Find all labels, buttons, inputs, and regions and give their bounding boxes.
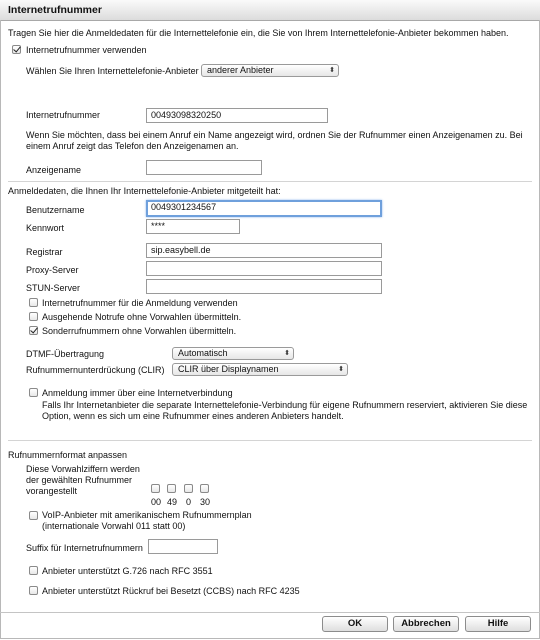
cancel-button[interactable]: Abbrechen <box>393 616 459 632</box>
select-arrows-icon: ⬍ <box>329 67 335 74</box>
display-name-label: Anzeigename <box>26 165 82 175</box>
prefix-label-line3: vorangestellt <box>26 486 78 496</box>
prefix-digit-49-label: 49 <box>167 497 178 507</box>
ok-button[interactable]: OK <box>322 616 388 632</box>
stun-input[interactable] <box>146 279 382 294</box>
use-for-login-checkbox[interactable] <box>29 298 38 307</box>
display-name-input[interactable] <box>146 160 262 175</box>
g726-label: Anbieter unterstützt G.726 nach RFC 3551 <box>42 566 213 576</box>
voip-us-checkbox[interactable] <box>29 511 38 520</box>
voip-us-sublabel: (internationale Vorwahl 011 statt 00) <box>42 521 186 531</box>
prefix-label-line1: Diese Vorwahlziffern werden <box>26 464 140 474</box>
proxy-input[interactable] <box>146 261 382 276</box>
stun-label: STUN-Server <box>26 283 81 293</box>
clir-select-value: CLIR über Displaynamen <box>178 364 279 374</box>
provider-select[interactable] <box>201 64 339 77</box>
special-numbers-label: Sonderrufnummern ohne Vorwahlen übermitteln. <box>42 326 237 336</box>
voip-us-label: VoIP-Anbieter mit amerikanischem Rufnummernplan <box>42 510 252 520</box>
provider-select-value: anderer Anbieter <box>207 65 274 75</box>
use-number-checkbox[interactable] <box>12 45 21 54</box>
prefix-digit-30-label: 30 <box>200 497 211 507</box>
divider <box>8 181 532 182</box>
help-button[interactable]: Hilfe <box>465 616 531 632</box>
intro-text: Tragen Sie hier die Anmeldedaten für die Internettelefonie ein, die Sie von Ihrem Internettelefonie-Anbieter bekommen haben. <box>8 28 509 38</box>
registrar-label: Registrar <box>26 247 63 257</box>
clir-select[interactable] <box>172 363 348 376</box>
ccbs-checkbox[interactable] <box>29 586 38 595</box>
username-label: Benutzername <box>26 205 85 215</box>
proxy-label: Proxy-Server <box>26 265 79 275</box>
password-input[interactable]: **** <box>146 219 240 234</box>
always-internet-label: Anmeldung immer über eine Internetverbindung <box>42 388 233 398</box>
prefix-digit-30-checkbox[interactable] <box>200 484 209 493</box>
password-label: Kennwort <box>26 223 65 233</box>
registrar-input[interactable]: sip.easybell.de <box>146 243 382 258</box>
select-arrows-icon: ⬍ <box>338 366 344 373</box>
g726-checkbox[interactable] <box>29 566 38 575</box>
special-numbers-checkbox[interactable] <box>29 326 38 335</box>
prefix-digit-0-checkbox[interactable] <box>184 484 193 493</box>
emergency-checkbox[interactable] <box>29 312 38 321</box>
format-heading: Rufnummernformat anpassen <box>8 450 128 460</box>
credentials-heading: Anmeldedaten, die Ihnen Ihr Internettelefonie-Anbieter mitgeteilt hat: <box>8 186 281 196</box>
use-number-label: Internetrufnummer verwenden <box>26 45 147 55</box>
number-input[interactable]: 00493098320250 <box>146 108 328 123</box>
always-internet-checkbox[interactable] <box>29 388 38 397</box>
always-internet-hint: Falls Ihr Internetanbieter die separate Internettelefonie-Verbindung für eigene Rufnummern reserviert, aktivieren Sie diese Option, wenn es sich um eine Rufnummer eines anderen Anbieters handelt. <box>42 400 528 421</box>
use-for-login-label: Internetrufnummer für die Anmeldung verwenden <box>42 298 238 308</box>
prefix-label-line2: der gewählten Rufnummer <box>26 475 133 485</box>
prefix-digit-00-checkbox[interactable] <box>151 484 160 493</box>
prefix-digit-0-label: 0 <box>186 497 192 507</box>
dtmf-select[interactable] <box>172 347 294 360</box>
footer-divider <box>0 612 540 613</box>
clir-label: Rufnummernunterdrückung (CLIR) <box>26 365 165 375</box>
title-bar <box>0 0 540 21</box>
provider-label: Wählen Sie Ihren Internettelefonie-Anbieter <box>26 66 199 76</box>
number-label: Internetrufnummer <box>26 110 101 120</box>
display-name-hint: Wenn Sie möchten, dass bei einem Anruf ein Name angezeigt wird, ordnen Sie der Rufnummer einen Anzeigenamen zu. Bei einem Anruf zeigt das Telefon den Anzeigenamen an. <box>26 130 523 151</box>
select-arrows-icon: ⬍ <box>284 350 290 357</box>
divider <box>8 440 532 441</box>
suffix-label: Suffix für Internetrufnummern <box>26 543 143 553</box>
emergency-label: Ausgehende Notrufe ohne Vorwahlen übermitteln. <box>42 312 242 322</box>
ccbs-label: Anbieter unterstützt Rückruf bei Besetzt (CCBS) nach RFC 4235 <box>42 586 300 596</box>
suffix-input[interactable] <box>148 539 218 554</box>
username-input[interactable]: 0049301234567 <box>146 200 382 217</box>
prefix-digit-49-checkbox[interactable] <box>167 484 176 493</box>
prefix-digit-00-label: 00 <box>151 497 162 507</box>
dtmf-select-value: Automatisch <box>178 348 228 358</box>
dtmf-label: DTMF-Übertragung <box>26 349 105 359</box>
window-title: Internetrufnummer <box>8 4 102 16</box>
